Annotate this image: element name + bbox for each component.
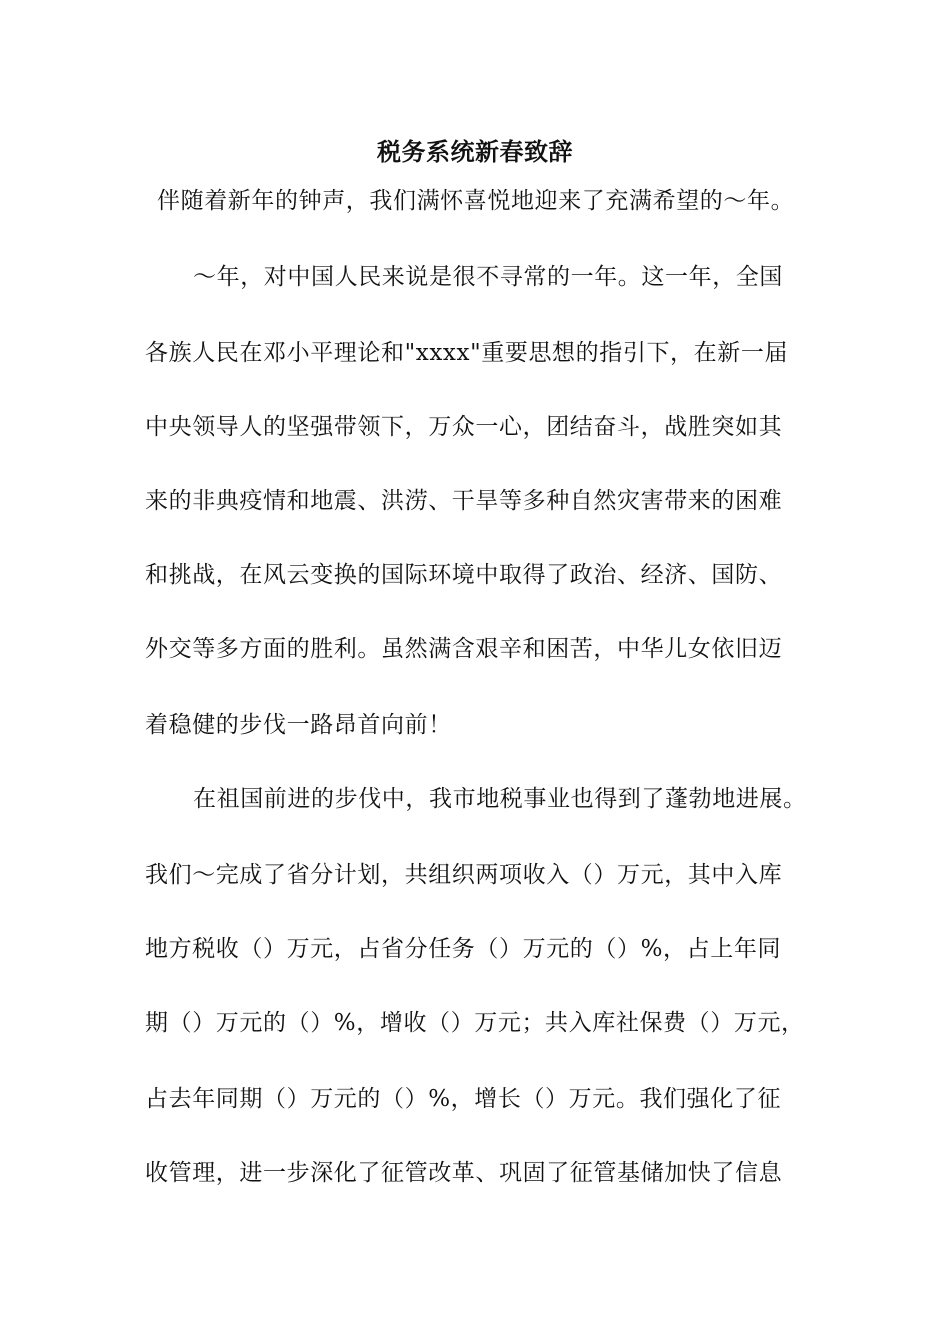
paragraph-line: 期（）万元的（）%，增收（）万元；共入库社保费（）万元，: [145, 1010, 805, 1036]
paragraph-line: 和挑战，在风云变换的国际环境中取得了政治、经济、国防、: [145, 562, 783, 588]
paragraph-line: 在祖国前进的步伐中，我市地税事业也得到了蓬勃地进展。: [193, 786, 807, 812]
paragraph-line: 伴随着新年的钟声，我们满怀喜悦地迎来了充满希望的～年。: [157, 188, 795, 214]
document-title: 税务系统新春致辞: [377, 137, 573, 166]
paragraph-line: 中央领导人的坚强带领下，万众一心，团结奋斗，战胜突如其: [145, 414, 783, 440]
paragraph-line: 占去年同期（）万元的（）%，增长（）万元。我们强化了征: [145, 1086, 782, 1112]
paragraph-line: 收管理，进一步深化了征管改革、巩固了征管基储加快了信息: [145, 1160, 783, 1186]
paragraph-line: 外交等多方面的胜利。虽然满含艰辛和困苦，中华儿女依旧迈: [145, 636, 783, 662]
paragraph-line: ～年，对中国人民来说是很不寻常的一年。这一年，全国: [193, 264, 783, 290]
paragraph-line: 着稳健的步伐一路昂首向前！: [145, 712, 452, 738]
paragraph-line: 地方税收（）万元，占省分任务（）万元的（）%，占上年同: [145, 936, 782, 962]
paragraph-line: 我们～完成了省分计划，共组织两项收入（）万元，其中入库: [145, 862, 783, 888]
paragraph-line: 各族人民在邓小平理论和"xxxx"重要思想的指引下，在新一届: [145, 340, 789, 366]
paragraph-line: 来的非典疫情和地震、洪涝、干旱等多种自然灾害带来的困难: [145, 488, 783, 514]
